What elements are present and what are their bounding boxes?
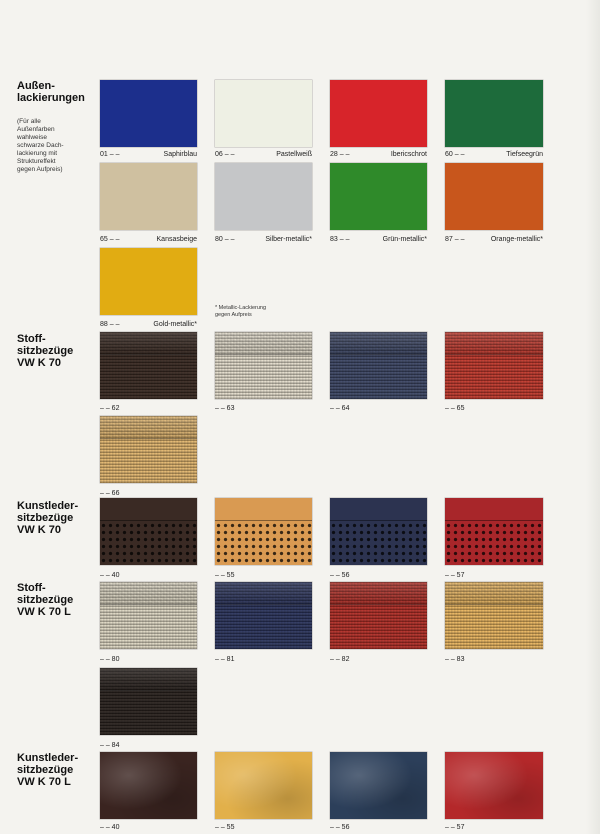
fabric-caption-63 [215, 405, 312, 413]
paint-name: Tiefseegrün [506, 151, 543, 158]
fabric-caption-81 [215, 656, 312, 664]
paint-code: 28 – – [330, 151, 350, 158]
fabric-code: – – 62 [100, 405, 120, 412]
fabric-swatch-63[interactable] [215, 332, 312, 399]
fabric-caption-65 [445, 405, 543, 413]
paint-caption-orange-metallic [445, 236, 543, 244]
fabric-swatch-81[interactable] [215, 582, 312, 649]
fabric-code: – – 63 [215, 405, 235, 412]
paint-name: Kansasbeige [156, 236, 197, 243]
paint-name: Orange-metallic* [490, 236, 543, 243]
fabric-caption-84 [100, 742, 197, 750]
fabric-caption-62 [100, 405, 197, 413]
leatherette-caption-56 [330, 572, 427, 580]
paint-name: Ibericschrot [390, 151, 427, 158]
fabric-caption-66 [100, 490, 197, 498]
fabric-swatch-80[interactable] [100, 582, 197, 649]
fabric-code: – – 65 [445, 405, 465, 412]
paint-name: Gold-metallic* [153, 321, 197, 328]
paint-caption-silber-metallic [215, 236, 312, 244]
leatherette-swatch-57-l[interactable] [445, 752, 543, 819]
leatherette-swatch-56[interactable] [330, 498, 427, 565]
leatherette-code: – – 57 [445, 572, 465, 579]
fabric-caption-82 [330, 656, 427, 664]
paint-name: Silber-metallic* [265, 236, 312, 243]
leatherette-swatch-56-l[interactable] [330, 752, 427, 819]
fabric-swatch-66[interactable] [100, 416, 197, 483]
leatherette-swatch-40[interactable] [100, 498, 197, 565]
paint-swatch-tiefseegruen[interactable] [445, 80, 543, 147]
paint-caption-saphirblau [100, 151, 197, 159]
page-edge-shadow [586, 0, 600, 834]
paint-code: 65 – – [100, 236, 120, 243]
metallic-footnote: * Metallic-Lackierung gegen Aufpreis [215, 305, 267, 318]
leatherette-caption-40 [100, 572, 197, 580]
leatherette-code: – – 40 [100, 824, 120, 831]
fabric-caption-80 [100, 656, 197, 664]
paint-swatch-silber-metallic[interactable] [215, 163, 312, 230]
heading-kunstleder-k70: Kunstleder- sitzbezüge VW K 70 [17, 500, 79, 536]
leatherette-code: – – 56 [330, 572, 350, 579]
paint-caption-ibericschrot [330, 151, 427, 159]
paint-code: 60 – – [445, 151, 465, 158]
heading-aussenlackierungen: Außen- lackierungen [17, 80, 85, 104]
paint-code: 87 – – [445, 236, 465, 243]
leatherette-caption-55-l [215, 824, 312, 832]
paint-code: 88 – – [100, 321, 120, 328]
paint-code: 83 – – [330, 236, 350, 243]
fabric-swatch-82[interactable] [330, 582, 427, 649]
heading-kunstleder-k70l: Kunstleder- sitzbezüge VW K 70 L [17, 752, 79, 788]
paint-name: Grün-metallic* [382, 236, 427, 243]
paint-swatch-orange-metallic[interactable] [445, 163, 543, 230]
fabric-code: – – 82 [330, 656, 350, 663]
fabric-code: – – 64 [330, 405, 350, 412]
leatherette-caption-56-l [330, 824, 427, 832]
fabric-swatch-65[interactable] [445, 332, 543, 399]
paint-swatch-ibericschrot[interactable] [330, 80, 427, 147]
paint-caption-tiefseegruen [445, 151, 543, 159]
paint-swatch-saphirblau[interactable] [100, 80, 197, 147]
leatherette-caption-40-l [100, 824, 197, 832]
paint-swatch-pastellweiss[interactable] [215, 80, 312, 147]
fabric-caption-64 [330, 405, 427, 413]
heading-stoff-k70l: Stoff- sitzbezüge VW K 70 L [17, 582, 74, 618]
paint-caption-kansasbeige [100, 236, 197, 244]
note-roof-paint: (Für alle Außenfarben wahlweise schwarze Dach- lackierung mit Struktureffekt gegen Aufpreis) [17, 118, 64, 173]
paint-swatch-gruen-metallic[interactable] [330, 163, 427, 230]
paint-name: Saphirblau [163, 151, 197, 158]
paint-name: Pastellweiß [276, 151, 312, 158]
paint-code: 06 – – [215, 151, 235, 158]
paint-swatch-kansasbeige[interactable] [100, 163, 197, 230]
leatherette-swatch-55-l[interactable] [215, 752, 312, 819]
paint-caption-gruen-metallic [330, 236, 427, 244]
fabric-caption-83 [445, 656, 543, 664]
paint-caption-pastellweiss [215, 151, 312, 159]
fabric-swatch-83[interactable] [445, 582, 543, 649]
leatherette-code: – – 40 [100, 572, 120, 579]
fabric-code: – – 83 [445, 656, 465, 663]
paint-code: 80 – – [215, 236, 235, 243]
leatherette-swatch-55[interactable] [215, 498, 312, 565]
leatherette-caption-57-l [445, 824, 543, 832]
fabric-swatch-84[interactable] [100, 668, 197, 735]
leatherette-code: – – 55 [215, 572, 235, 579]
leatherette-code: – – 56 [330, 824, 350, 831]
leatherette-swatch-57[interactable] [445, 498, 543, 565]
paint-swatch-gold-metallic[interactable] [100, 248, 197, 315]
leatherette-caption-57 [445, 572, 543, 580]
fabric-code: – – 84 [100, 742, 120, 749]
heading-stoff-k70: Stoff- sitzbezüge VW K 70 [17, 333, 74, 369]
leatherette-caption-55 [215, 572, 312, 580]
leatherette-code: – – 57 [445, 824, 465, 831]
fabric-swatch-62[interactable] [100, 332, 197, 399]
fabric-code: – – 66 [100, 490, 120, 497]
fabric-swatch-64[interactable] [330, 332, 427, 399]
paint-code: 01 – – [100, 151, 120, 158]
paint-caption-gold-metallic [100, 321, 197, 329]
fabric-code: – – 81 [215, 656, 235, 663]
leatherette-code: – – 55 [215, 824, 235, 831]
fabric-code: – – 80 [100, 656, 120, 663]
leatherette-swatch-40-l[interactable] [100, 752, 197, 819]
